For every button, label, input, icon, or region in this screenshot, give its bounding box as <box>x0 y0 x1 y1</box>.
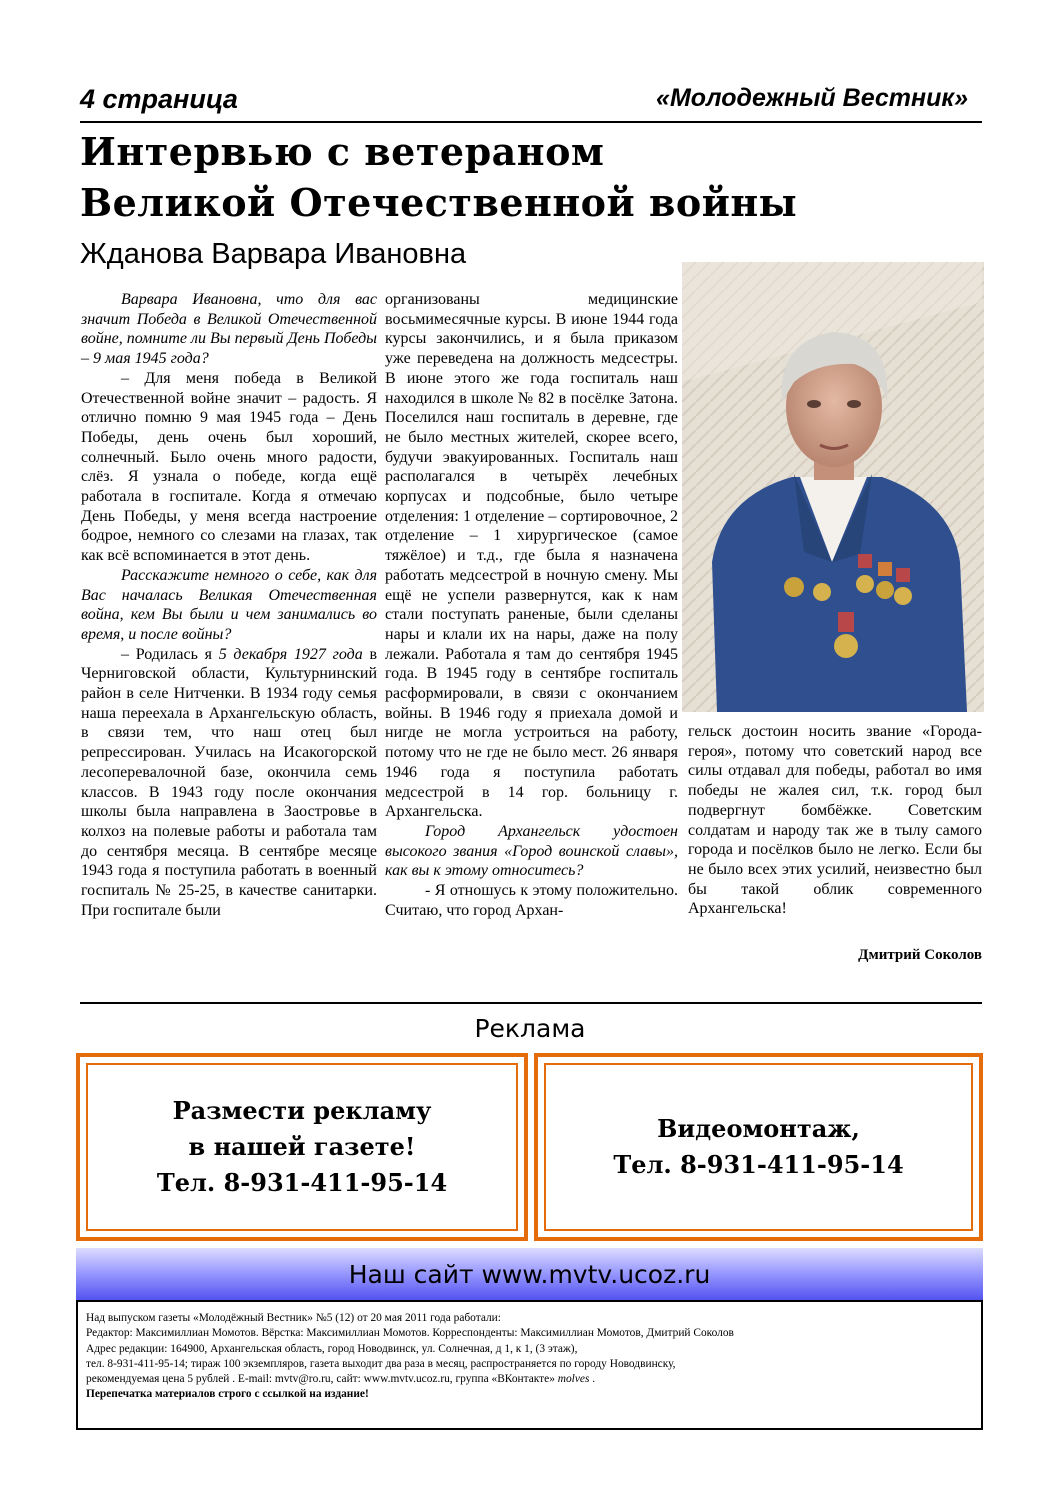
question-1: Варвара Ивановна, что для вас значит Победа в Великой Отечественной войне, помните ли Вы первый День Победы – 9 мая 1945 года? <box>81 291 377 368</box>
birth-date: 5 декабря 1927 года <box>218 645 363 663</box>
website-banner: Наш сайт www.mvtv.ucoz.ru <box>76 1248 983 1301</box>
article-author: Дмитрий Соколов <box>858 947 982 963</box>
ad-video-editing <box>534 1053 983 1241</box>
answer-2-start: – Родилась я <box>121 645 219 663</box>
ad-1-line-1: Размести рекламу <box>172 1096 432 1125</box>
header-rule <box>80 121 982 123</box>
headline-line-1: Интервью с ветераном <box>80 129 605 174</box>
reprint-notice: Перепечатка материалов строго с ссылкой на издание! <box>86 1388 369 1401</box>
answer-2-continued: организованы медицинские восьмимесячные курсы. В июне 1944 года курсы закончились, и я была приказом уже переведена на должность медсестры. В июне этого же года госпиталь наш находился в школе № 82 в посёлке Затона. Поселился наш госпиталь в деревне, где не было местных жителей, скорее всего, будучи эвакуированных. Госпиталь наш располагался в четырёх лечебных корпусах и подсобные, было четыре отделения: 1 отделение – сортировочное, 2 отделение – 1 хирургическое (самое тяжёлое) и т.д., где была я назначена работать медсестрой в ночную смену. Мы ещё не успели развернутся, как к нам стали поступать раненые, были сделаны нары и клали их на нары, даже на полу лежали. Работала я там до сентября 1945 года. В 1945 году в сентябре госпиталь расформировали, в связи с окончанием войны. В 1946 году я приехала домой и нигде не могла устроиться на работу, потому что не где не было мест. 26 января 1946 года я поступила работать медсестрой в 14 гор. больницу г. Архангельска. <box>385 291 678 821</box>
imprint-line-2: Редактор: Максимиллиан Момотов. Вёрстка: Максимиллиан Момотов. Корреспонденты: Максимиллиан Момотов, Дмитрий Соколов <box>86 1327 734 1340</box>
answer-2 <box>81 645 377 921</box>
question-3: Город Архангельск удостоен высокого звания «Город воинской славы», как вы к этому относитесь? <box>385 822 678 880</box>
ad-2-phone: Тел. 8-931-411-95-14 <box>613 1150 904 1179</box>
ad-2-content <box>544 1063 973 1231</box>
answer-3-continued: гельск достоин носить звание «Города-героя», потому что советский народ все силы отдавал для победы, работал во имя победы не жалея сил, т.к. город был подвергнут бомбёжке. Советским солдатам и народу так же в тылу самого города и посёлков было не легко. Если бы не было всех этих усилий, неизвестно был бы такой облик современного Архангельска! <box>688 723 982 918</box>
article-column-3 <box>688 722 982 919</box>
newspaper-title: «Молодежный Вестник» <box>656 84 968 112</box>
question-2: Расскажите немного о себе, как для Вас началась Великая Отечественная война, кем Вы были и чем занимались во время, и после войны? <box>81 566 377 643</box>
imprint-line-5 <box>86 1372 975 1387</box>
imprint-line-5-start: рекомендуемая цена 5 рублей . E-mail: mvtv@ro.ru, сайт: www.mvtv.ucoz.ru, группа «ВКонтакте» <box>86 1373 558 1386</box>
ad-1-line-2: в нашей газете! <box>188 1132 416 1161</box>
article-column-2 <box>385 290 678 921</box>
ad-section-rule <box>80 1002 982 1004</box>
imprint-line-5-end: . <box>589 1373 596 1386</box>
article-headline <box>80 126 980 228</box>
article-column-1 <box>81 290 377 921</box>
ad-2-line-1: Видеомонтаж, <box>657 1114 860 1143</box>
headline-line-2: Великой Отечественной войны <box>80 180 798 225</box>
answer-2-rest: в Черниговской области, Культурнинский район в селе Нитченки. В 1934 году семья наша переехала в Архангельскую область, в связи тем, что наш отец был репрессирован. Училась на Исакогорской лесоперевалочной базе, окончила семь классов. В 1943 году после окончания школы была направлена в Заостровье в колхоз на полевые работы и работала там до сентября месяца. В сентябре месяце 1943 года я поступила работать в военный госпиталь № 25-25, в качестве санитарки. При госпитале были <box>81 645 377 919</box>
imprint-box <box>76 1300 983 1430</box>
answer-3: - Я отношусь к этому положительно. Считаю, что город Архан- <box>385 882 678 919</box>
imprint-line-4: тел. 8-931-411-95-14; тираж 100 экземпляров, газета выходит два раза в месяц, распространяется по городу Новодвинску, <box>86 1357 676 1370</box>
ads-heading: Реклама <box>474 1014 586 1043</box>
imprint-line-1: Над выпуском газеты «Молодёжный Вестник» №5 (12) от 20 мая 2011 года работали: <box>86 1312 501 1324</box>
ad-1-content <box>86 1063 518 1231</box>
answer-1: – Для меня победа в Великой Отечественной войне значит – радость. Я отлично помню 9 мая 1945 года – День Победы, день очень был хороший, солнечный. Было очень много радости, слёз. Я узнала о победе, когда ещё работала в госпитале. Когда я отмечаю День Победы, у меня всегда настроение бодрое, немного со слезами на глазах, так как всё вспоминается в этот день. <box>81 369 377 565</box>
ad-1-phone: Тел. 8-931-411-95-14 <box>156 1168 448 1197</box>
interviewee-name: Жданова Варвара Ивановна <box>80 238 467 270</box>
vk-group-name: molves <box>557 1373 590 1386</box>
page-number: 4 страница <box>80 84 238 114</box>
veteran-portrait-photo <box>682 262 984 712</box>
ad-place-advertisement <box>76 1053 528 1241</box>
imprint-line-3: Адрес редакции: 164900, Архангельская область, город Новодвинск, ул. Солнечная, д 1, к 1, (3 этаж), <box>86 1342 578 1355</box>
portrait-image <box>682 262 984 712</box>
